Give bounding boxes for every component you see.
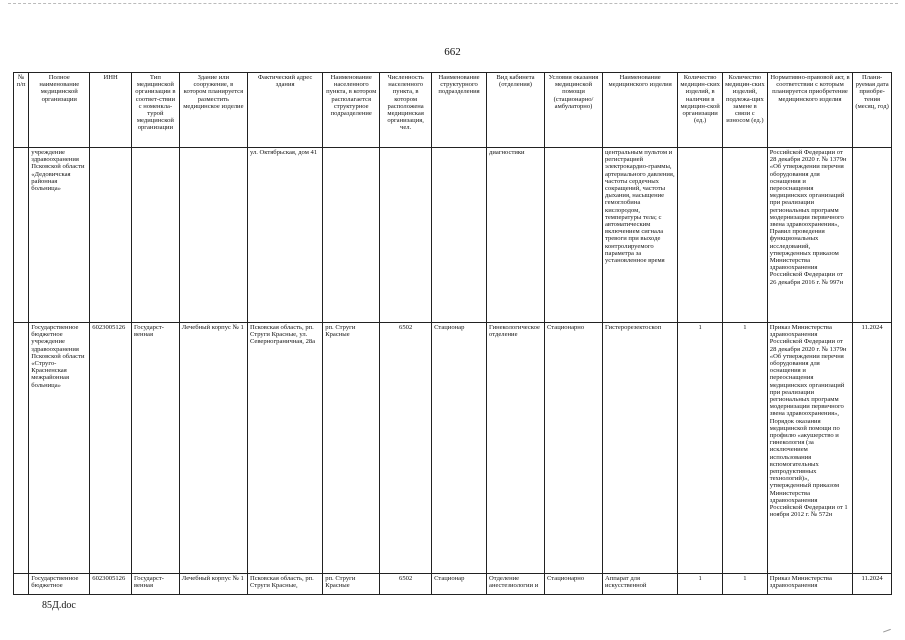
header-cell: Количество медицин-ских изделий, в наличии в медицин-ской организации (ед.): [678, 73, 723, 148]
table-cell: рп. Струги Красные: [323, 323, 380, 574]
header-cell: Фактический адрес здания: [247, 73, 322, 148]
table-cell: 1: [678, 574, 723, 595]
corner-scan-mark: [883, 629, 893, 638]
table-cell: 6502: [380, 323, 432, 574]
table-cell: [723, 148, 768, 323]
top-scan-rule: [8, 3, 898, 4]
table-cell: [678, 148, 723, 323]
table-row: [14, 323, 892, 574]
table-cell: Российской Федерации от 28 декабря 2020 г. № 1379н «Об утверждении перечня оборудования для оснащения и переоснащения медицинских организаций при реализации региональных программ модернизации первичного звена здравоохранения», Правил проведения функциональных исследований, утвержденных приказом Министерства здравоохранения Российской Федерации от 26 декабря 2016 г. № 997н: [767, 148, 852, 323]
table-cell: [380, 148, 432, 323]
table-cell: Гистерорезектоскоп: [602, 323, 677, 574]
table-cell: Аппарат для искусственной: [602, 574, 677, 595]
header-cell: Количество медицин-ских изделий, подлежа-щих замене в связи с износом (ед.): [723, 73, 768, 148]
table-cell: Отделение анестезиологии и: [487, 574, 545, 595]
table-cell: 6023005126: [90, 574, 132, 595]
table-cell: 1: [678, 323, 723, 574]
table-cell: 6502: [380, 574, 432, 595]
table-cell: Стационарно: [545, 323, 603, 574]
table-cell: [179, 148, 247, 323]
table-cell: Лечебный корпус № 1: [179, 574, 247, 595]
table-cell: 11.2024: [853, 574, 892, 595]
table-cell: Государст-венная: [131, 323, 179, 574]
footer-file-name: 85Д.doc: [42, 600, 76, 611]
table-cell: Стационарно: [545, 574, 603, 595]
table-cell: [14, 323, 29, 574]
header-cell: Наименование населенного пункта, в котором располагается структурное подразделение: [323, 73, 380, 148]
table-cell: Псковская область, рп. Струги Красные,: [247, 574, 322, 595]
header-cell: Численность населенного пункта, в котором расположена медицинская организация, чел.: [380, 73, 432, 148]
table-cell: Гинекологическое отделение: [487, 323, 545, 574]
table-cell: Приказ Министерства здравоохранения: [767, 574, 852, 595]
table-cell: Стационар: [432, 323, 487, 574]
table-cell: [90, 148, 132, 323]
table-cell: [545, 148, 603, 323]
table-cell: Государственное бюджетное: [29, 574, 90, 595]
table-cell: Государственное бюджетное учреждение здравоохранения Псковской области «Струго-Красненская межрайонная больница»: [29, 323, 90, 574]
table-cell: диагностики: [487, 148, 545, 323]
table-cell: 6023005126: [90, 323, 132, 574]
table-cell: учреждение здравоохранения Псковской области «Дедовичская районная больница»: [29, 148, 90, 323]
table-cell: 11.2024: [853, 323, 892, 574]
header-cell: Наименование медицинского изделия: [602, 73, 677, 148]
table-cell: [14, 148, 29, 323]
table-cell: центральным пультом и регистрацией электрокардио-граммы, артериального давления, частоты сердечных сокращений, частоты дыхания, насыщение гемоглобина кислородом, температуры тела; с автоматическим включением сигнала тревоги при выходе контролируемого параметра за установленное время: [602, 148, 677, 323]
header-cell: № п/п: [14, 73, 29, 148]
table-row: [14, 574, 892, 595]
table-cell: 1: [723, 574, 768, 595]
table-cell: [14, 574, 29, 595]
table-cell: [131, 148, 179, 323]
header-cell: Вид кабинета (отделения): [487, 73, 545, 148]
table-cell: [853, 148, 892, 323]
header-cell: Плани-руемая дата приобре-тения (месяц, год): [853, 73, 892, 148]
header-cell: Здание или сооружение, в котором планируется разместить медицинское изделие: [179, 73, 247, 148]
table-cell: Приказ Министерства здравоохранения Российской Федерации от 28 декабря 2020 г. № 1379н «Об утверждении перечня оборудования для оснащения и переоснащения медицинских организаций при реализации региональных программ модернизации первичного звена здравоохранения», Порядок оказания медицинской помощи по профилю «акушерство и гинекология (за исключением использования вспомогательных репродуктивных технологий)», утвержденный приказом Министерства здравоохранения Российской Федерации от 1 ноября 2012 г. № 572н: [767, 323, 852, 574]
table-cell: Псковская область, рп. Струги Красные, ул. Севернограничная, 28а: [247, 323, 322, 574]
table-header-row: [14, 73, 892, 148]
header-cell: Полное наименование медицинской организации: [29, 73, 90, 148]
table-cell: [323, 148, 380, 323]
table-cell: [432, 148, 487, 323]
table-cell: Стационар: [432, 574, 487, 595]
page-number: 662: [444, 46, 461, 58]
table-cell: рп. Струги Красные: [323, 574, 380, 595]
header-cell: Нормативно-правовой акт, в соответствии с которым планируется приобретение медицинского изделия: [767, 73, 852, 148]
table-row: [14, 148, 892, 323]
table-cell: Лечебный корпус № 1: [179, 323, 247, 574]
table-cell: 1: [723, 323, 768, 574]
header-cell: Условия оказания медицинской помощи (стационарно/ амбулаторно): [545, 73, 603, 148]
table-cell: ул. Октябрьская, дом 41: [247, 148, 322, 323]
equipment-table: [13, 72, 892, 595]
table-cell: Государст-венная: [131, 574, 179, 595]
header-cell: Наименование структурного подразделения: [432, 73, 487, 148]
header-cell: Тип медицинской организации в соответ-ствии с номенкла-турой медицинской организации: [131, 73, 179, 148]
header-cell: ИНН: [90, 73, 132, 148]
